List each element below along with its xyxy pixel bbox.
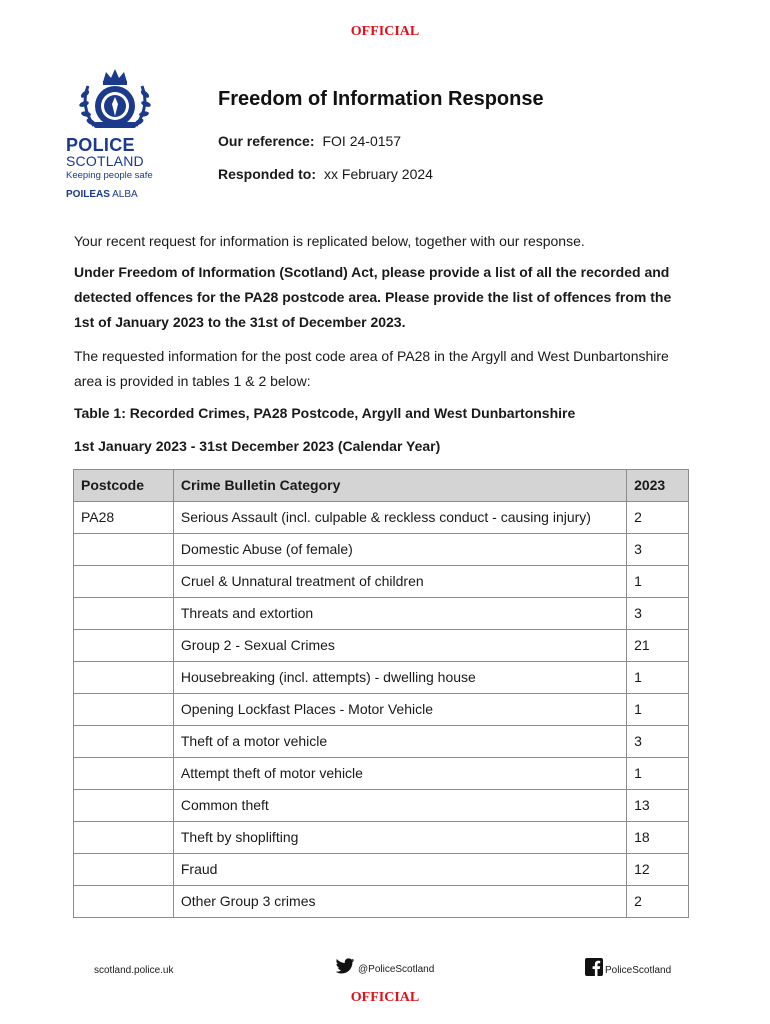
cell-category: Threats and extortion [173, 598, 626, 630]
footer-twitter[interactable] [334, 958, 434, 975]
intro-paragraph: Your recent request for information is replicated below, together with our response. [74, 233, 585, 249]
cell-category: Fraud [173, 854, 626, 886]
table-row [74, 886, 689, 918]
answer-paragraph: The requested information for the post code area of PA28 in the Argyll and West Dunbartonshire area is provided in tables 1 & 2 below: [74, 348, 669, 389]
table-row [74, 822, 689, 854]
responded-value: xx February 2024 [324, 166, 433, 182]
cell-count: 2 [627, 502, 689, 534]
cell-count: 13 [627, 790, 689, 822]
document-title: Freedom of Information Response [218, 88, 544, 110]
official-marking-top: OFFICIAL [350, 24, 420, 39]
table-row [74, 694, 689, 726]
cell-postcode [74, 566, 174, 598]
cell-category: Theft by shoplifting [173, 822, 626, 854]
cell-count: 1 [627, 758, 689, 790]
footer-website[interactable]: scotland.police.uk [94, 965, 174, 976]
cell-postcode [74, 854, 174, 886]
cell-category: Group 2 - Sexual Crimes [173, 630, 626, 662]
cell-postcode [74, 598, 174, 630]
police-scotland-logo [66, 66, 166, 201]
twitter-icon [334, 958, 356, 975]
reference-value: FOI 24-0157 [322, 133, 402, 149]
cell-postcode [74, 694, 174, 726]
table-row [74, 854, 689, 886]
header-category: Crime Bulletin Category [173, 470, 626, 502]
cell-count: 18 [627, 822, 689, 854]
table-period: 1st January 2023 - 31st December 2023 (Calendar Year) [74, 438, 441, 454]
header-year: 2023 [627, 470, 689, 502]
cell-postcode [74, 886, 174, 918]
request-paragraph: Under Freedom of Information (Scotland) Act, please provide a list of all the recorded and detected offences for the PA28 postcode area. Please provide the list of offences from the 1st of January 2023 to the 31st of December 2023. [74, 264, 672, 330]
facebook-handle: PoliceScotland [605, 965, 672, 976]
cell-postcode [74, 534, 174, 566]
cell-category: Cruel & Unnatural treatment of children [173, 566, 626, 598]
cell-category: Housebreaking (incl. attempts) - dwelling house [173, 662, 626, 694]
table-row [74, 726, 689, 758]
cell-postcode: PA28 [74, 502, 174, 534]
cell-category: Common theft [173, 790, 626, 822]
crime-table [73, 469, 689, 918]
table-row [74, 566, 689, 598]
logo-gaelic-text [66, 189, 166, 201]
cell-count: 3 [627, 598, 689, 630]
table-row [74, 598, 689, 630]
cell-count: 21 [627, 630, 689, 662]
official-marking-bottom: OFFICIAL [350, 990, 420, 1005]
logo-gaelic-rest: ALBA [109, 189, 138, 200]
table-row [74, 502, 689, 534]
facebook-icon [585, 958, 603, 976]
cell-category: Opening Lockfast Places - Motor Vehicle [173, 694, 626, 726]
responded-row [218, 166, 433, 182]
table-row [74, 534, 689, 566]
reference-label: Our reference: [218, 133, 315, 149]
reference-row [218, 133, 401, 149]
logo-police-text: POLICE [66, 135, 135, 155]
cell-count: 2 [627, 886, 689, 918]
cell-count: 1 [627, 694, 689, 726]
table-row [74, 630, 689, 662]
cell-postcode [74, 822, 174, 854]
cell-count: 12 [627, 854, 689, 886]
twitter-handle: @PoliceScotland [358, 964, 435, 975]
table-row [74, 758, 689, 790]
cell-postcode [74, 726, 174, 758]
cell-category: Serious Assault (incl. culpable & reckless conduct - causing injury) [173, 502, 626, 534]
cell-category: Theft of a motor vehicle [173, 726, 626, 758]
table-header-row [74, 470, 689, 502]
cell-postcode [74, 662, 174, 694]
logo-tagline: Keeping people safe [66, 170, 153, 181]
table-row [74, 662, 689, 694]
cell-postcode [74, 630, 174, 662]
responded-label: Responded to: [218, 166, 316, 182]
cell-postcode [74, 758, 174, 790]
cell-postcode [74, 790, 174, 822]
cell-count: 1 [627, 662, 689, 694]
table-body [74, 502, 689, 918]
logo-scotland-text: SCOTLAND [66, 153, 144, 169]
cell-count: 3 [627, 534, 689, 566]
cell-category: Attempt theft of motor vehicle [173, 758, 626, 790]
footer-facebook[interactable] [585, 958, 671, 976]
logo-gaelic-bold: POILEAS [66, 189, 110, 200]
header-postcode: Postcode [74, 470, 174, 502]
cell-category: Other Group 3 crimes [173, 886, 626, 918]
table-row [74, 790, 689, 822]
table-title: Table 1: Recorded Crimes, PA28 Postcode, Argyll and West Dunbartonshire [74, 405, 576, 421]
cell-count: 1 [627, 566, 689, 598]
cell-category: Domestic Abuse (of female) [173, 534, 626, 566]
cell-count: 3 [627, 726, 689, 758]
police-scotland-crest-icon [76, 66, 154, 134]
